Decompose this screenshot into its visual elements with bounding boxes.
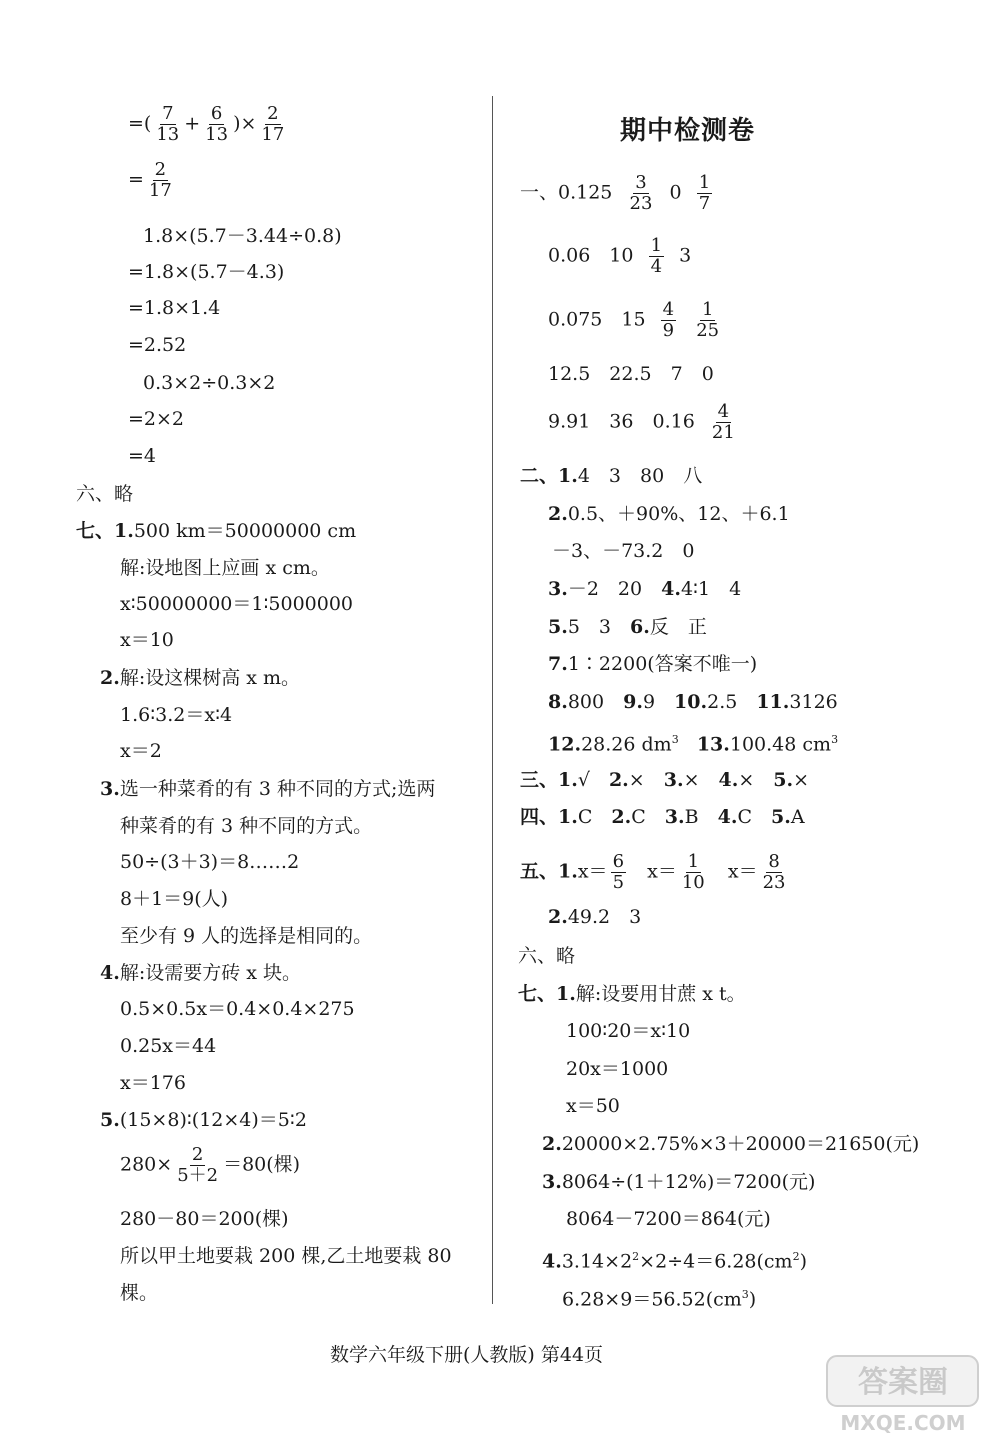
- fraction: $\frac{1}{4}$: [650, 235, 663, 277]
- section-heading: 六、略: [76, 483, 134, 505]
- fraction: $\frac{1}{25}$: [696, 299, 720, 341]
- answer-line: 种菜肴的有 3 种不同的方式。: [120, 815, 373, 837]
- answer-line: 4.解:设需要方砖 x 块。: [100, 962, 302, 984]
- fraction: $\frac{2}{17}$: [148, 159, 172, 201]
- answer-line: 三、1.√ 2.× 3.× 4.× 5.×: [520, 769, 810, 791]
- answer-line: 8＋1＝9(人): [120, 888, 229, 910]
- answer-line: 50÷(3＋3)＝8……2: [120, 851, 300, 873]
- answer-line: 0.25x＝44: [120, 1035, 217, 1057]
- answer-line: 2.49.2 3: [548, 906, 642, 928]
- answer-line: 四、1.C 2.C 3.B 4.C 5.A: [520, 806, 805, 828]
- answer-line: x∶50000000＝1∶5000000: [120, 593, 354, 615]
- calc-line: =( $\frac{7}{13}$ + $\frac{6}{13}$ )× $\frac{2}{17}$: [128, 103, 285, 145]
- svg-text:MXQE.COM: MXQE.COM: [840, 1411, 966, 1435]
- answer-line: 棵。: [120, 1282, 159, 1304]
- answer-line: 280－80＝200(棵): [120, 1208, 289, 1230]
- answer-line: 七、1.解:设要用甘蔗 x t。: [518, 983, 746, 1005]
- column-divider: [492, 96, 493, 1304]
- answer-line: x＝2: [120, 740, 162, 762]
- answer-line: －3、－73.2 0: [552, 540, 695, 562]
- answer-line: $6.28\times 9=56.52(cm^3)$: [562, 1288, 757, 1311]
- answer-line: x＝50: [566, 1095, 620, 1117]
- answer-line: 0.06 10 $\frac{1}{4}$ 3: [548, 235, 692, 277]
- answer-line: 至少有 9 人的选择是相同的。: [120, 925, 373, 947]
- fraction: $\frac{7}{13}$: [156, 103, 180, 145]
- answer-line: 2.20000×2.75%×3＋20000＝21650(元): [542, 1133, 920, 1155]
- fraction: $\frac{4}{9}$: [662, 299, 675, 341]
- answer-line: x＝10: [120, 629, 174, 651]
- fraction: $\frac{6}{5}$: [612, 851, 625, 893]
- answer-line: 12.5 22.5 7 0: [548, 363, 714, 385]
- answer-line: 7.1∶2200(答案不唯一): [548, 653, 758, 675]
- answer-line: 100∶20＝x∶10: [566, 1020, 691, 1042]
- answer-line: 解:设地图上应画 x cm。: [120, 557, 330, 579]
- answer-line: 280× $\frac{2}{5+2}$ ＝80(棵): [120, 1144, 301, 1186]
- calc-line: =2×2: [128, 408, 185, 430]
- calc-line: =2.52: [128, 334, 187, 356]
- page-footer: 数学六年级下册(人教版) 第44页: [330, 1344, 604, 1366]
- fraction: $\frac{3}{23}$: [629, 172, 653, 214]
- fraction: $\frac{2}{17}$: [261, 103, 285, 145]
- answer-line: x＝176: [120, 1072, 186, 1094]
- svg-text:答案圈: 答案圈: [858, 1365, 948, 1400]
- calc-line: =1.8×(5.7－4.3): [128, 261, 285, 283]
- answer-line: 8064－7200＝864(元): [566, 1208, 771, 1230]
- answer-line: 五、1.x＝ $\frac{6}{5}$ x＝ $\frac{1}{10}$ x＝ $\frac{8}{23}$: [520, 851, 786, 893]
- answer-line: 七、1.500 km＝50000000 cm: [76, 520, 357, 542]
- calc-line: =1.8×1.4: [128, 297, 221, 319]
- answer-line: 20x＝1000: [566, 1058, 669, 1080]
- calc-line: 0.3×2÷0.3×2: [143, 372, 276, 394]
- answer-line: 5.(15×8)∶(12×4)＝5∶2: [100, 1109, 307, 1131]
- answer-line: 2.解:设这棵树高 x m。: [100, 667, 301, 689]
- answer-line: 9.91 36 0.16 $\frac{4}{21}$: [548, 401, 735, 443]
- answer-line: 一、0.125 $\frac{3}{23}$ 0 $\frac{1}{7}$: [520, 172, 711, 214]
- answer-line: 2.0.5、＋90%、12、＋6.1: [548, 503, 790, 525]
- calc-line: = $\frac{2}{17}$: [128, 159, 172, 201]
- answer-line: 5.5 3 6.反 正: [548, 616, 707, 638]
- answer-line: 8.800 9.9 10.2.5 11.3126: [548, 691, 838, 713]
- answer-line: 3.－2 20 4.4∶1 4: [548, 578, 742, 600]
- fraction: $\frac{1}{7}$: [698, 172, 711, 214]
- calc-line: 1.8×(5.7－3.44÷0.8): [143, 225, 342, 247]
- answer-line: 0.075 15 $\frac{4}{9}$ $\frac{1}{25}$: [548, 299, 720, 341]
- answer-line: 二、1.4 3 80 八: [520, 465, 703, 487]
- section-heading: 六、略: [518, 945, 576, 967]
- answer-line: 1.6∶3.2＝x∶4: [120, 704, 233, 726]
- watermark-logo: [825, 1352, 980, 1437]
- section-title: 期中检测卷: [620, 116, 756, 146]
- fraction: $\frac{2}{5+2}$: [177, 1144, 219, 1186]
- answer-line: 所以甲土地要栽 200 棵,乙土地要栽 80: [120, 1245, 452, 1267]
- answer-line: 3.8064÷(1＋12%)＝7200(元): [542, 1171, 816, 1193]
- calc-line: =4: [128, 445, 157, 467]
- fraction: $\frac{6}{13}$: [205, 103, 229, 145]
- answer-line: 12.28.26 $dm^3$ 13.100.48 $cm^3$: [548, 733, 839, 756]
- fraction: $\frac{4}{21}$: [711, 401, 735, 443]
- answer-line: $4.3.14\times 2^2\times 2\div 4=6.28(cm^2)$: [542, 1250, 807, 1273]
- fraction: $\frac{1}{10}$: [681, 851, 705, 893]
- fraction: $\frac{8}{23}$: [762, 851, 786, 893]
- answer-line: 0.5×0.5x＝0.4×0.4×275: [120, 998, 355, 1020]
- answer-line: 3.选一种菜肴的有 3 种不同的方式;选两: [100, 778, 436, 800]
